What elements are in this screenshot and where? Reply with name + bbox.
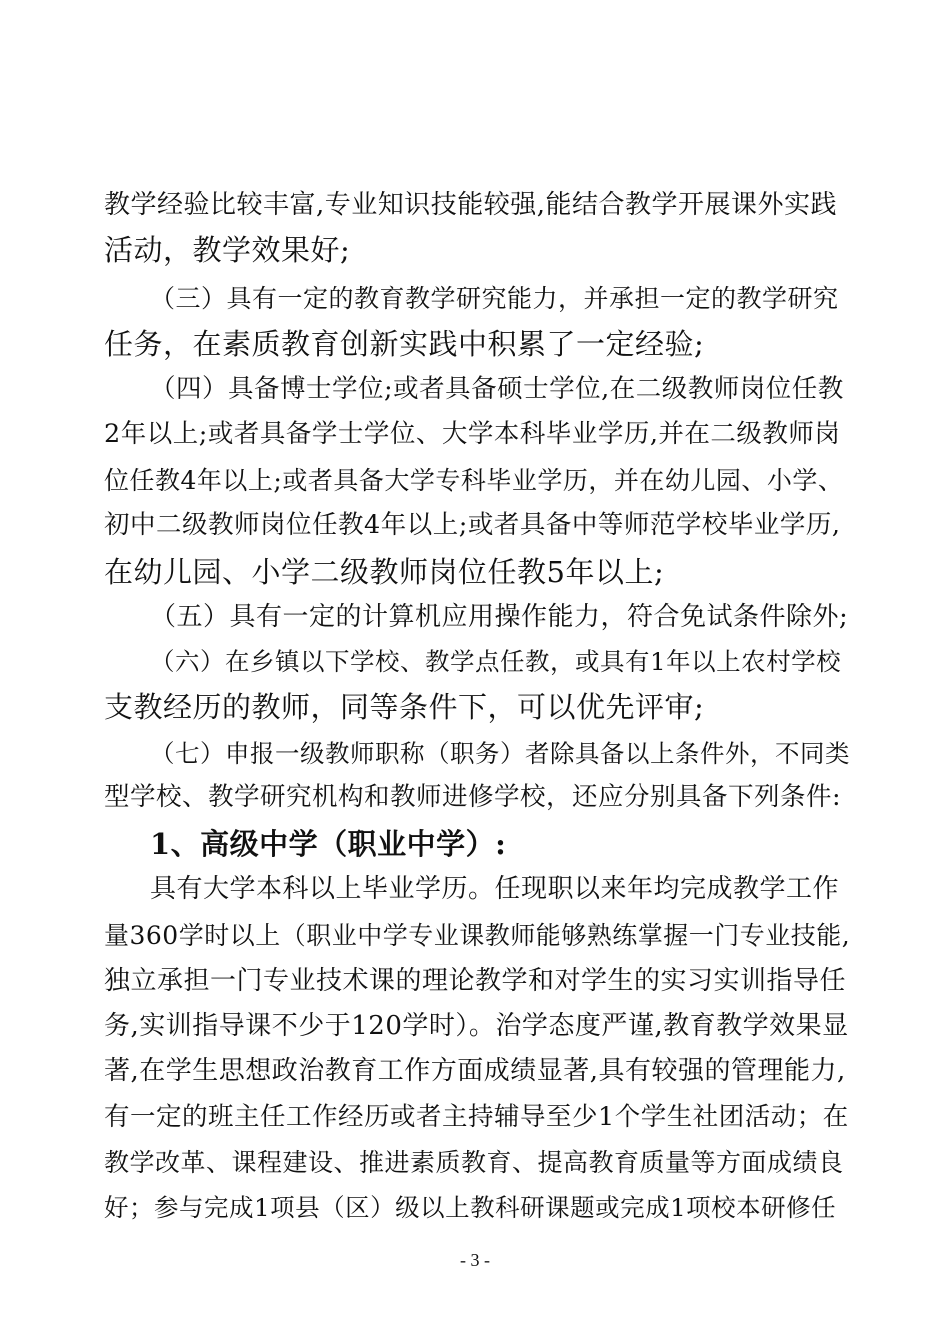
paragraph-line-11: （六）在乡镇以下学校、教学点任教，或具有1年以上农村学校 <box>150 647 842 676</box>
paragraph-line-4: 任务，在素质教育创新实践中积累了一定经验; <box>104 327 705 361</box>
paragraph-line-17: 量360学时以上（职业中学专业课教师能够熟练掌握一门专业技能, <box>104 921 851 950</box>
paragraph-line-16: 具有大学本科以上毕业学历。任现职以来年均完成教学工作 <box>150 874 840 904</box>
paragraph-line-9: 在幼儿园、小学二级教师岗位任教5年以上; <box>104 555 665 589</box>
paragraph-line-19: 务,实训指导课不少于120学时）。治学态度严谨,教育教学效果显 <box>104 1011 849 1041</box>
paragraph-line-2: 活动，教学效果好; <box>104 233 351 267</box>
paragraph-line-14: 型学校、教学研究机构和教师进修学校，还应分别具备下列条件: <box>104 782 842 812</box>
paragraph-line-18: 独立承担一门专业技术课的理论教学和对学生的实习实训指导任 <box>104 966 847 996</box>
paragraph-line-21: 有一定的班主任工作经历或者主持辅导至少1个学生社团活动；在 <box>104 1102 849 1132</box>
paragraph-line-23: 好；参与完成1项县（区）级以上教科研课题或完成1项校本研修任 <box>104 1193 837 1222</box>
paragraph-line-13: （七）申报一级教师职称（职务）者除具备以上条件外，不同类 <box>150 739 850 768</box>
paragraph-line-1: 教学经验比较丰富,专业知识技能较强,能结合教学开展课外实践 <box>104 190 838 220</box>
paragraph-line-20: 著,在学生思想政治教育工作方面成绩显著,具有较强的管理能力, <box>104 1056 846 1086</box>
paragraph-line-10: （五）具有一定的计算机应用操作能力，符合免试条件除外; <box>150 602 849 632</box>
paragraph-line-12: 支教经历的教师，同等条件下，可以优先评审; <box>104 690 705 724</box>
section-heading: 1、高级中学（职业中学）: <box>150 827 507 861</box>
page-number: - 3 - <box>460 1250 490 1270</box>
paragraph-line-22: 教学改革、课程建设、推进素质教育、提高教育质量等方面成绩良 <box>104 1148 844 1177</box>
paragraph-line-8: 初中二级教师岗位任教4年以上;或者具备中等师范学校毕业学历, <box>104 510 841 540</box>
paragraph-line-3: （三）具有一定的教育教学研究能力，并承担一定的教学研究 <box>150 284 839 313</box>
paragraph-line-6: 2年以上;或者具备学士学位、大学本科毕业学历,并在二级教师岗 <box>104 419 841 449</box>
paragraph-line-7: 位任教4年以上;或者具备大学专科毕业学历，并在幼儿园、小学、 <box>104 466 844 495</box>
paragraph-line-5: （四）具备博士学位;或者具备硕士学位,在二级教师岗位任教 <box>150 374 844 404</box>
